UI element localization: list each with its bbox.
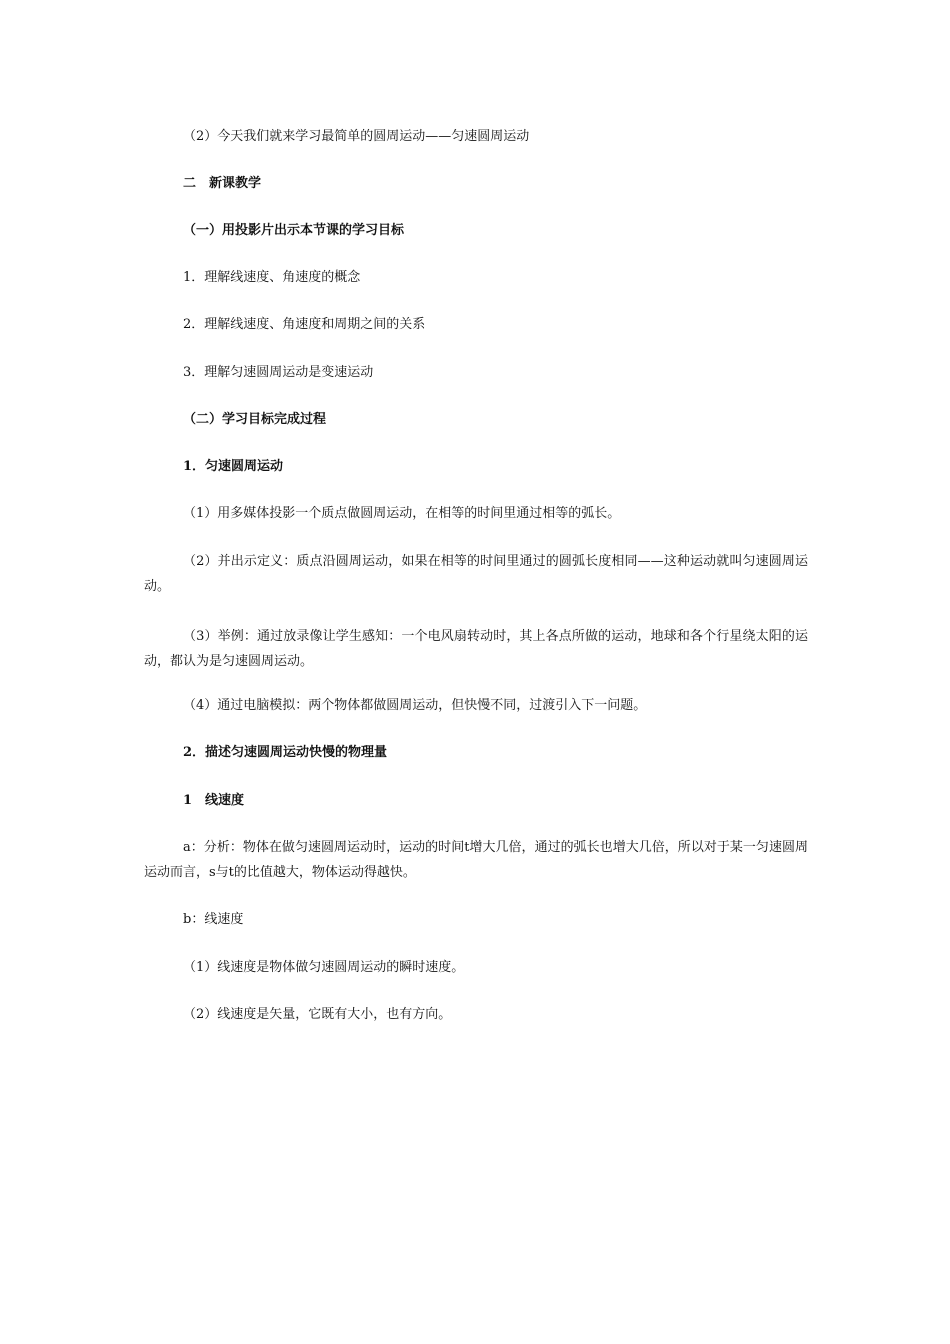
subsection-heading-objectives: （一）用投影片出示本节课的学习目标 <box>183 223 405 238</box>
paragraph-step-1: （1）用多媒体投影一个质点做圆周运动，在相等的时间里通过相等的弧长。 <box>183 506 621 521</box>
topic-heading-physical-quantities: 2．描述匀速圆周运动快慢的物理量 <box>183 745 388 760</box>
paragraph-linear-velocity-2: （2）线速度是矢量，它既有大小，也有方向。 <box>183 1007 452 1022</box>
label-linear-velocity: b：线速度 <box>183 912 244 927</box>
subsection-heading-process: （二）学习目标完成过程 <box>183 412 327 427</box>
intro-paragraph: （2）今天我们就来学习最简单的圆周运动——匀速圆周运动 <box>183 129 530 144</box>
paragraph-step-2-definition: （2）并出示定义：质点沿圆周运动，如果在相等的时间里通过的圆弧长度相同——这种运动就叫匀速圆周运动。 <box>144 554 808 594</box>
objective-item-3: 3．理解匀速圆周运动是变速运动 <box>183 365 374 380</box>
objective-item-2: 2．理解线速度、角速度和周期之间的关系 <box>183 317 426 332</box>
objective-item-1: 1．理解线速度、角速度的概念 <box>183 270 361 285</box>
paragraph-analysis: a：分析：物体在做匀速圆周运动时，运动的时间t增大几倍，通过的弧长也增大几倍，所以对于某一匀速圆周运动而言，s与t的比值越大，物体运动得越快。 <box>144 840 808 880</box>
paragraph-linear-velocity-1: （1）线速度是物体做匀速圆周运动的瞬时速度。 <box>183 960 465 975</box>
topic-heading-linear-velocity: 1 线速度 <box>183 793 245 808</box>
section-heading-new-lesson: 二 新课教学 <box>183 176 262 191</box>
paragraph-step-4: （4）通过电脑模拟：两个物体都做圆周运动，但快慢不同，过渡引入下一问题。 <box>183 698 647 713</box>
paragraph-step-3-examples: （3）举例：通过放录像让学生感知：一个电风扇转动时，其上各点所做的运动，地球和各个行星绕太阳的运动，都认为是匀速圆周运动。 <box>144 629 808 669</box>
topic-heading-uniform-circular-motion: 1．匀速圆周运动 <box>183 459 284 474</box>
